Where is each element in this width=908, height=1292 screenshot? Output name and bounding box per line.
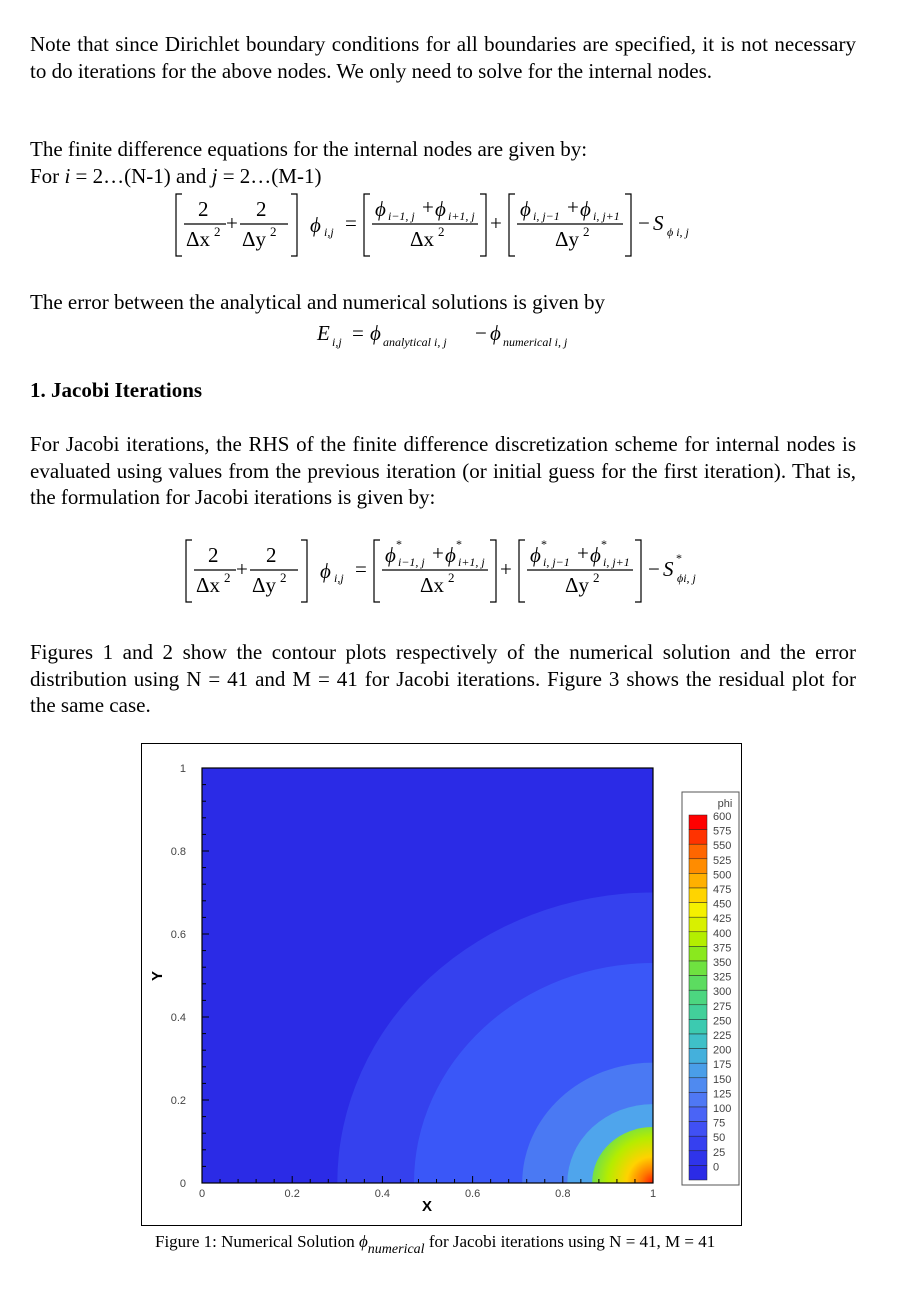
eq3-phi-jm1: ϕ (530, 543, 541, 567)
equation-jacobi (180, 534, 740, 608)
legend-swatch-150 (689, 1078, 707, 1093)
legend-swatch-50 (689, 1136, 707, 1151)
legend-label-575: 575 (713, 825, 732, 838)
eq3-plus-d: + (577, 541, 589, 565)
eq1-den-dy2: Δy (555, 227, 580, 251)
legend-label-350: 350 (713, 957, 732, 969)
eq1-phi-ip1: ϕ (435, 197, 446, 221)
legend-label-50: 50 (713, 1132, 726, 1145)
eq3-star-b: * (456, 537, 462, 551)
eq1-plus-c: + (490, 211, 502, 235)
eq1-den-dx2: Δx (410, 227, 435, 251)
eq3-phi-jp1-sub: i, j+1 (603, 555, 630, 569)
range-n: = 2…(N-1) and (70, 163, 212, 188)
eq2-phi-n: ϕ (490, 321, 501, 345)
eq1-den-dx-sq: 2 (214, 224, 221, 239)
x-tick-label-5: 1 (649, 1188, 657, 1200)
eq1-den-dy2-sq: 2 (583, 224, 590, 239)
legend-swatch-75 (689, 1122, 707, 1137)
legend-swatch-200 (689, 1049, 707, 1064)
legend-label-150: 150 (713, 1073, 732, 1086)
eq3-den-dx: Δx (196, 573, 221, 597)
eq1-equals: = (345, 211, 357, 235)
eq3-star-c: * (541, 537, 547, 551)
eq1-den-dx: Δx (186, 227, 211, 251)
paragraph-jacobi-description: For Jacobi iterations, the RHS of the finite difference discretization scheme for internal nodes is evaluated using values from the previous iteration (or initial guess for the first iteration). That is, the formulation for Jacobi iterations is given by: (30, 432, 856, 509)
eq2-E: E (317, 321, 330, 345)
eq3-phi-im1-sub: i−1, j (398, 555, 425, 569)
eq1-plus-a: + (226, 211, 238, 235)
eq3-phi-im1: ϕ (385, 543, 396, 567)
eq1-phi-ij: ϕ (310, 213, 321, 237)
eq2-equals: = (352, 321, 364, 345)
eq1-den-dy-sq: 2 (270, 224, 277, 239)
eq1-source: S (653, 211, 664, 235)
legend-label-325: 325 (713, 971, 732, 984)
eq3-den-dx-sq: 2 (224, 570, 231, 585)
fd-intro-line1: The finite difference equations for the internal nodes are given by: (30, 137, 588, 161)
equation-finite-difference (170, 188, 730, 262)
legend-swatch-100 (689, 1107, 707, 1122)
figure-caption (155, 1232, 716, 1257)
eq1-phi-jm1: ϕ (520, 197, 531, 221)
eq1-phi-im1-sub: i−1, j (388, 209, 415, 223)
legend-label-500: 500 (713, 869, 732, 882)
eq3-plus-b: + (432, 541, 444, 565)
eq1-phi-jm1-sub: i, j−1 (533, 209, 560, 223)
legend-swatch-25 (689, 1151, 707, 1166)
y-axis-label: Y (149, 970, 166, 982)
eq1-plus-d: + (567, 195, 579, 219)
eq1-plus-b: + (422, 195, 434, 219)
legend-label-450: 450 (713, 898, 732, 911)
legend-swatch-450 (689, 903, 707, 918)
legend-swatch-475 (689, 888, 707, 903)
eq2-phi-a: ϕ (370, 321, 381, 345)
eq1-minus: − (638, 211, 650, 235)
eq3-minus: − (648, 557, 660, 581)
paragraph-error-intro: The error between the analytical and numerical solutions is given by (30, 290, 605, 314)
eq3-den-dy-sq: 2 (280, 570, 287, 585)
x-tick-label-2: 0.4 (374, 1188, 391, 1200)
range-m: = 2…(M-1) (217, 163, 322, 188)
caption-symbol: ϕ (358, 1232, 368, 1251)
legend-swatch-600 (689, 815, 707, 830)
legend-swatch-325 (689, 976, 707, 991)
y-tick-label-4: 0.8 (170, 846, 186, 858)
legend-title: phi (717, 798, 733, 810)
eq3-num-2b: 2 (266, 543, 277, 567)
legend-swatch-125 (689, 1092, 707, 1107)
legend-label-400: 400 (713, 927, 732, 940)
eq1-phi-ij-sub: i,j (324, 225, 334, 239)
x-tick-label-1: 0.2 (284, 1188, 300, 1200)
legend-swatch-575 (689, 830, 707, 845)
eq3-phi-ip1-sub: i+1, j (458, 555, 485, 569)
legend-swatch-175 (689, 1063, 707, 1078)
eq3-den-dx2-sq: 2 (448, 570, 455, 585)
contour-chart (142, 744, 741, 1225)
index-j: j (211, 163, 218, 188)
eq2-phi-n-sub: numerical i, j (503, 335, 568, 349)
section-heading-jacobi: 1. Jacobi Iterations (30, 378, 203, 402)
legend-label-425: 425 (713, 913, 732, 926)
eq3-den-dy2-sq: 2 (593, 570, 600, 585)
eq1-num-2b: 2 (256, 197, 267, 221)
legend-label-275: 275 (713, 1000, 732, 1013)
legend-label-225: 225 (713, 1030, 732, 1042)
figure-frame (141, 743, 742, 1226)
legend-label-125: 125 (713, 1088, 732, 1101)
legend-swatch-350 (689, 961, 707, 976)
eq1-source-sub: ϕ i, j (667, 225, 689, 239)
legend-label-0: 0 (713, 1161, 720, 1174)
legend-swatch-550 (689, 844, 707, 859)
paragraph-fd-intro (30, 136, 856, 189)
eq1-den-dy: Δy (242, 227, 267, 251)
eq3-den-dx2: Δx (420, 573, 445, 597)
legend-label-200: 200 (713, 1044, 732, 1057)
eq3-source-sub: ϕi, j (677, 571, 696, 585)
legend-label-525: 525 (713, 854, 732, 867)
x-tick-label-4: 0.8 (555, 1188, 571, 1200)
eq1-phi-ip1-sub: i+1, j (448, 209, 475, 223)
eq3-phi-ij: ϕ (320, 559, 331, 583)
x-tick-label-0: 0 (198, 1188, 206, 1200)
legend-swatch-0 (689, 1165, 707, 1180)
y-tick-label-3: 0.6 (170, 929, 186, 941)
eq3-phi-jp1: ϕ (590, 543, 601, 567)
equation-error (315, 318, 595, 354)
x-tick-label-3: 0.6 (464, 1188, 481, 1200)
eq2-phi-a-sub: analytical i, j (383, 335, 447, 349)
y-tick-label-5: 1 (179, 763, 186, 775)
eq3-plus-a: + (236, 557, 248, 581)
y-tick-label-0: 0 (179, 1178, 186, 1190)
caption-prefix: Figure 1: Numerical Solution (155, 1232, 359, 1251)
eq3-phi-ip1: ϕ (445, 543, 456, 567)
legend (682, 792, 739, 1185)
paragraph-figures-description: Figures 1 and 2 show the contour plots respectively of the numerical solution and the error distribution using N = 41 and M = 41 for Jacobi iterations. Figure 3 shows the residual plot for the same case. (30, 640, 856, 717)
legend-label-375: 375 (713, 942, 732, 955)
legend-label-550: 550 (713, 840, 732, 853)
eq2-minus: − (475, 321, 487, 345)
eq3-num-2a: 2 (208, 543, 219, 567)
eq1-num-2a: 2 (198, 197, 209, 221)
y-tick-label-2: 0.4 (170, 1012, 186, 1024)
legend-label-300: 300 (713, 986, 732, 999)
eq3-den-dy2: Δy (565, 573, 590, 597)
eq3-star-a: * (396, 537, 402, 551)
legend-swatch-400 (689, 932, 707, 947)
eq1-den-dx2-sq: 2 (438, 224, 445, 239)
legend-swatch-500 (689, 873, 707, 888)
index-i: i (64, 163, 71, 188)
legend-label-100: 100 (713, 1103, 732, 1115)
caption-subscript: numerical (367, 1242, 425, 1257)
eq3-source: S (663, 557, 674, 581)
legend-swatch-300 (689, 990, 707, 1005)
legend-label-25: 25 (713, 1146, 726, 1159)
eq1-phi-jp1: ϕ (580, 197, 591, 221)
eq3-phi-jm1-sub: i, j−1 (543, 555, 570, 569)
legend-label-250: 250 (713, 1015, 732, 1028)
legend-label-75: 75 (713, 1117, 726, 1130)
eq3-den-dy: Δy (252, 573, 277, 597)
y-tick-label-1: 0.2 (170, 1095, 186, 1107)
eq3-phi-ij-sub: i,j (334, 571, 344, 585)
legend-swatch-275 (689, 1005, 707, 1020)
legend-label-475: 475 (713, 884, 732, 896)
eq1-phi-jp1-sub: i, j+1 (593, 209, 620, 223)
caption-suffix: for Jacobi iterations using N = 41, M = 41 (424, 1232, 716, 1251)
paragraph-dirichlet-note: Note that since Dirichlet boundary conditions for all boundaries are specified, it is not necessary to do iterations for the above nodes. We only need to solve for the internal nodes. (30, 32, 856, 83)
range-prefix: For (30, 163, 65, 188)
x-axis-label: X (421, 1198, 433, 1215)
eq3-equals: = (355, 557, 367, 581)
legend-swatch-225 (689, 1034, 707, 1049)
eq2-E-sub: i,j (332, 335, 342, 349)
fd-intro-line2 (30, 163, 856, 190)
legend-swatch-425 (689, 917, 707, 932)
eq3-star-d: * (601, 537, 607, 551)
legend-label-175: 175 (713, 1059, 732, 1072)
legend-swatch-250 (689, 1019, 707, 1034)
eq1-phi-im1: ϕ (375, 197, 386, 221)
legend-swatch-375 (689, 946, 707, 961)
eq3-source-star: * (676, 551, 682, 565)
eq3-plus-c: + (500, 557, 512, 581)
legend-label-600: 600 (713, 811, 732, 823)
legend-swatch-525 (689, 859, 707, 874)
